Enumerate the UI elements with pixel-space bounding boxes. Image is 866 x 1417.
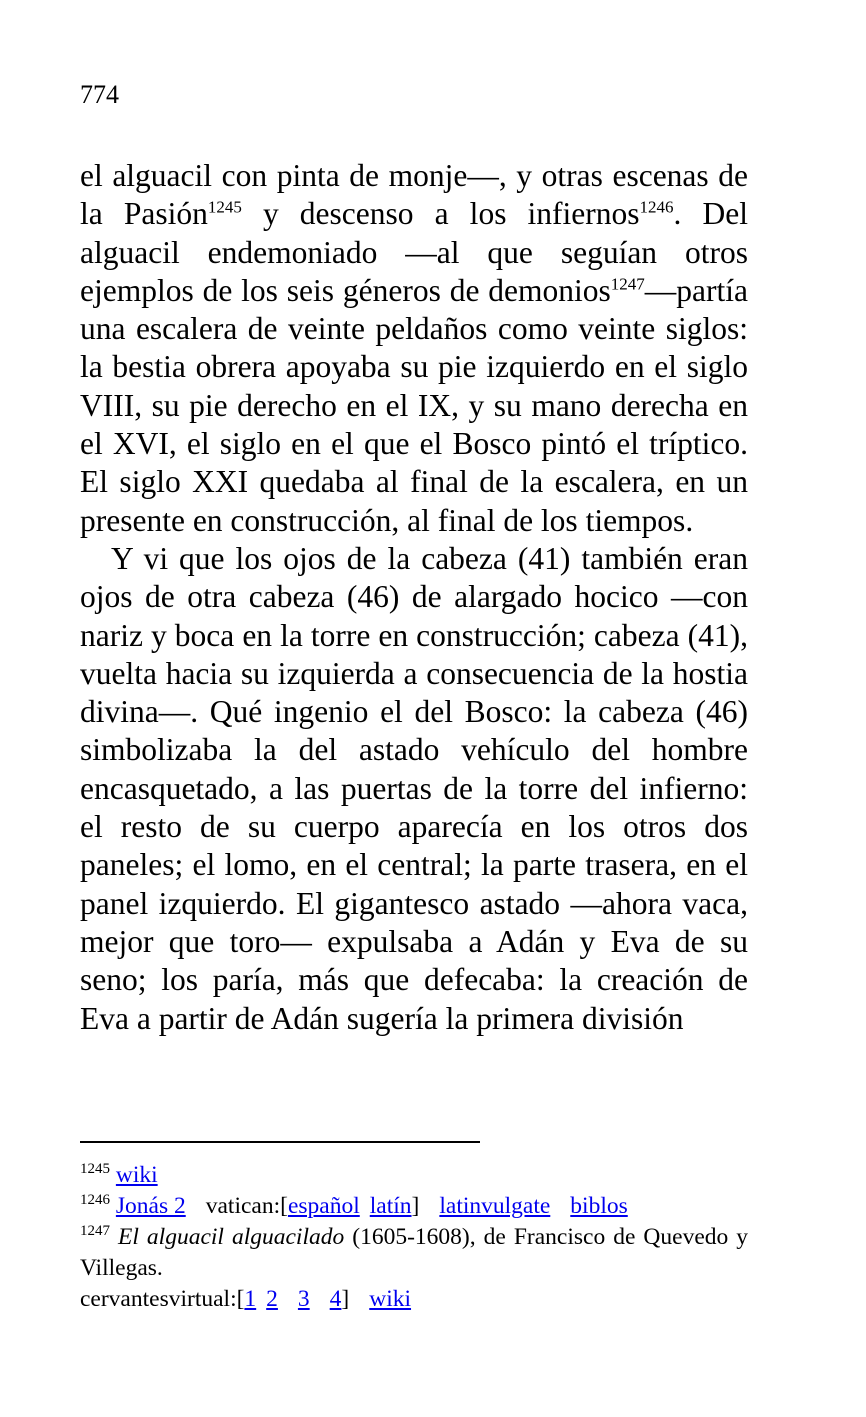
bracket-close: ]: [341, 1286, 350, 1312]
espanol-link[interactable]: español: [287, 1193, 360, 1219]
latinvulgate-link[interactable]: latinvulgate: [439, 1193, 551, 1219]
footnote-ref-1247: 1247: [610, 274, 645, 294]
footnote-number: 1245: [80, 1161, 110, 1178]
footnote-ref-1246: 1246: [639, 197, 674, 217]
p1-text-d: —partía una escalera de veinte peldaños como veinte siglos: la bestia obrera apoyaba su pie izquierdo en el siglo VIII, su pie derecho en el IX, y su mano derecha en el XVI, el siglo en el que el Bosco pintó el tríptico. El siglo XXI quedaba al final de la escalera, en un presente en construcción, al final de los tiempos.: [80, 272, 748, 538]
cervantes-link-3[interactable]: 3: [297, 1286, 310, 1312]
cervantes-link-4[interactable]: 4: [329, 1286, 342, 1312]
footnote-number: 1246: [80, 1192, 110, 1209]
footnote-number: 1247: [80, 1223, 110, 1240]
p1-text-c: . Del alguacil endemoniado —al que seguían otros ejemplos de los seis géneros de demonios: [80, 196, 748, 308]
footnote-1247-links: [80, 1284, 748, 1315]
vatican-label: vatican:[: [205, 1193, 288, 1219]
footnote-1247: [80, 1222, 748, 1284]
page-number: 774: [80, 80, 119, 109]
cervantes-link-1[interactable]: 1: [244, 1286, 257, 1312]
latin-link[interactable]: latín: [369, 1193, 412, 1219]
p1-text-a: el alguacil con pinta de monje—, y otras escenas de la Pasión: [80, 158, 748, 232]
p1-text-b: y descenso a los infiernos: [241, 196, 640, 232]
footnote-1247-text: (1605-1608), de Francisco de Quevedo y Villegas.: [80, 1224, 749, 1281]
footnote-divider: [80, 1141, 480, 1143]
footnote-1246: [80, 1191, 748, 1222]
footnotes: [80, 1160, 748, 1315]
bracket-close: ]: [411, 1193, 420, 1219]
paragraph-1: [80, 157, 748, 540]
main-text: [80, 157, 748, 1038]
paragraph-2: Y vi que los ojos de la cabeza (41) también eran ojos de otra cabeza (46) de alargado hocico —con nariz y boca en la torre en construcción; cabeza (41), vuelta hacia su izquierda a consecuencia de la hostia divina—. Qué ingenio el del Bosco: la cabeza (46) simbolizaba la del astado vehículo del hombre encasquetado, a las puertas de la torre del infierno: el resto de su cuerpo aparecía en los otros dos paneles; el lomo, en el central; la parte trasera, en el panel izquierdo. El gigantesco astado —ahora vaca, mejor que toro— expulsaba a Adán y Eva de su seno; los paría, más que defecaba: la creación de Eva a partir de Adán sugería la primera división: [80, 540, 748, 1036]
cervantesvirtual-label: cervantesvirtual:[: [80, 1286, 245, 1312]
footnote-ref-1245: 1245: [207, 197, 242, 217]
cervantes-link-2[interactable]: 2: [266, 1286, 278, 1312]
jonas-2-link[interactable]: Jonás 2: [115, 1193, 186, 1219]
work-title: El alguacil alguacilado: [118, 1224, 345, 1250]
footnote-1245: [80, 1160, 748, 1191]
biblos-link[interactable]: biblos: [570, 1193, 628, 1219]
wiki-link[interactable]: wiki: [369, 1286, 412, 1312]
wiki-link[interactable]: wiki: [115, 1162, 158, 1188]
